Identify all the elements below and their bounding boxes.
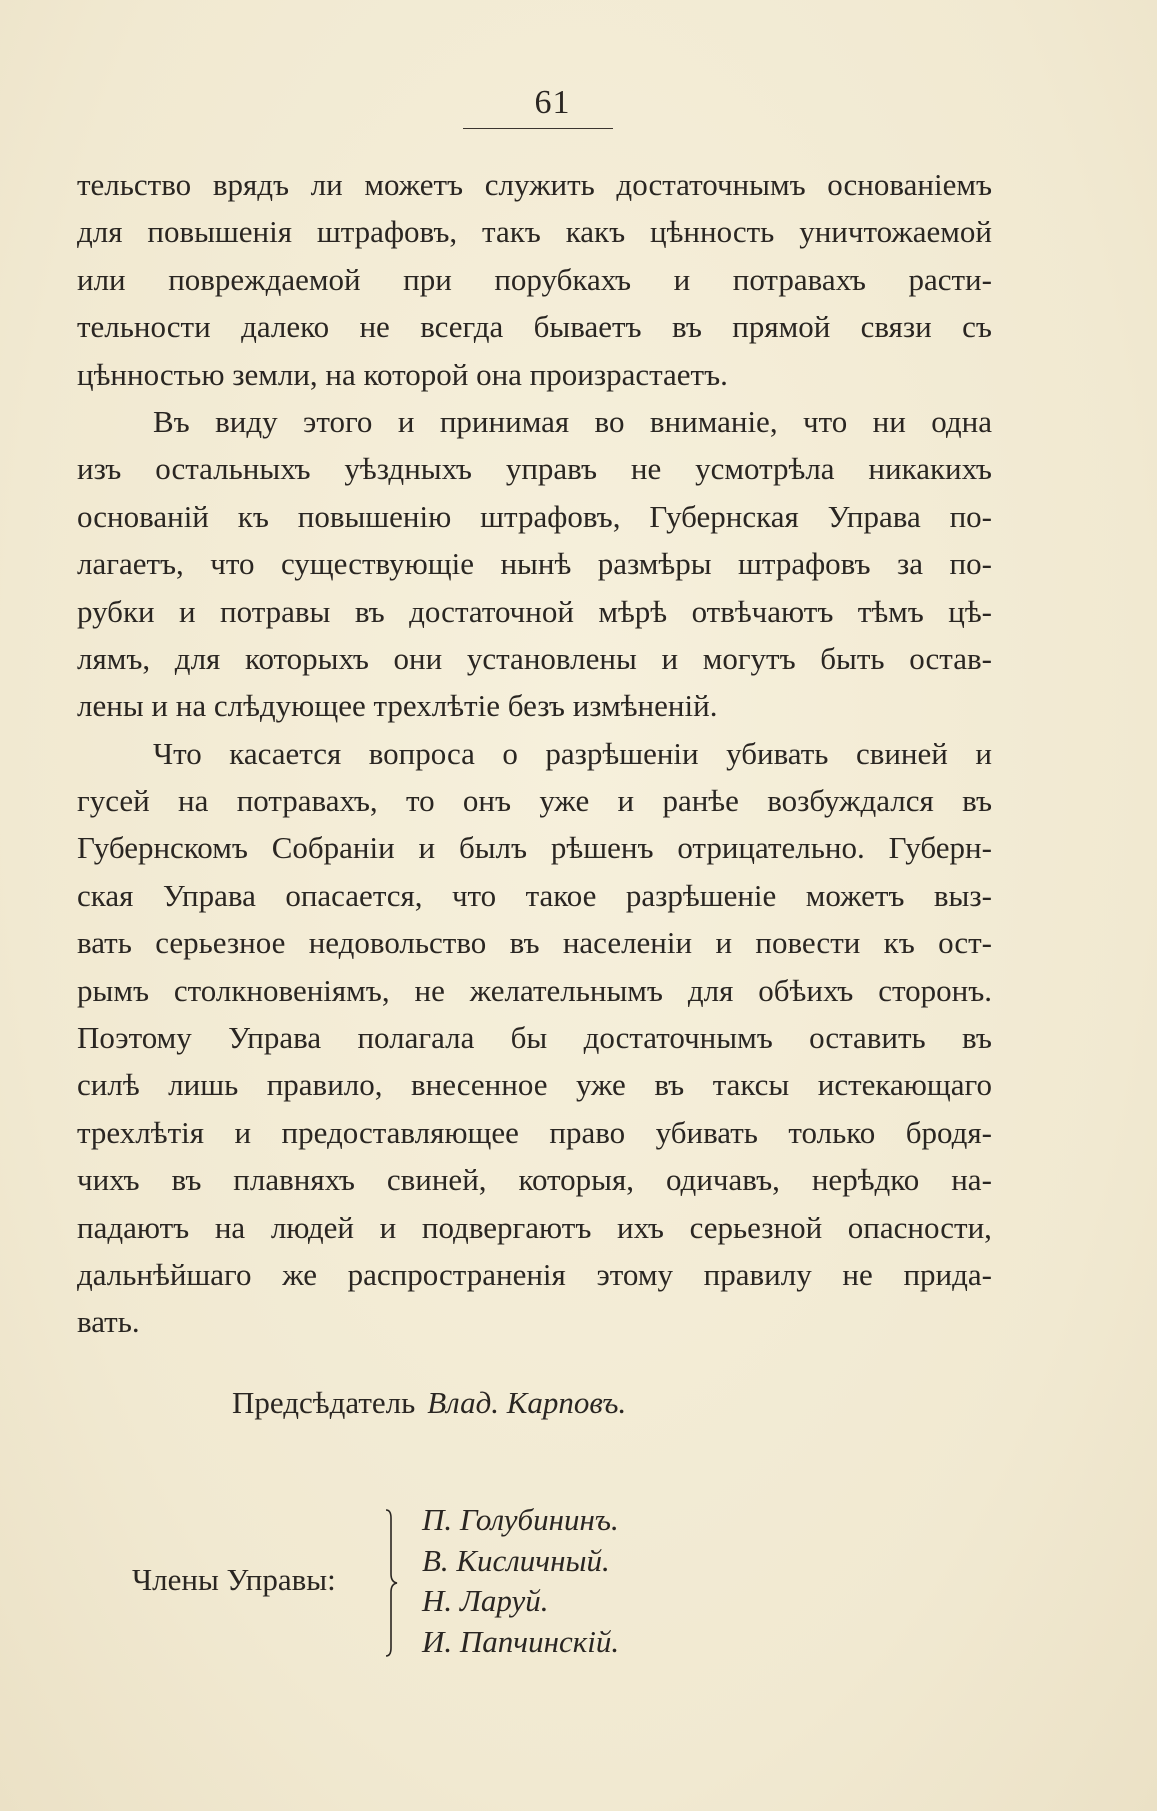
text-word: рубки [77,593,155,629]
text-word: потравахъ [732,261,866,297]
page-number-rule [463,128,613,129]
text-word: къ [237,498,269,534]
text-word: достаточнымъ [583,1020,773,1056]
text-word: рымъ [77,972,149,1008]
text-word: управъ [505,451,598,487]
text-word: остав- [909,640,992,676]
text-word: убивать [726,735,829,771]
text-word: и [673,261,691,297]
text-word: и [418,830,436,866]
text-line [77,1251,992,1298]
text-line [77,540,992,587]
text-word: для [687,972,734,1008]
text-word: правило, [266,1067,383,1103]
text-line [77,161,992,208]
text-word: мѣрѣ [598,593,668,629]
text-word: Въ [153,403,190,439]
text-word: основаніемъ [827,167,992,202]
text-word: штрафовъ, [316,214,458,250]
text-word: и [617,783,635,819]
text-word: не [414,972,445,1008]
text-word: служить [484,167,595,202]
text-word: расти- [908,261,992,297]
chairman-name: Влад. Карповъ. [427,1385,627,1420]
text-word: гусей [77,783,150,819]
text-word: ранѣе [662,783,739,819]
text-word: штрафовъ [738,546,871,582]
body-text [77,161,992,1346]
text-word: нерѣдко [811,1162,920,1198]
text-word: о [502,735,518,771]
text-word: Что [153,735,202,771]
text-word: опасается, [285,877,423,913]
text-word: этого [303,403,373,439]
text-word: во [594,403,625,439]
text-word: тѣмъ [857,593,924,629]
chairman-title: Предсѣдатель [232,1385,416,1420]
text-word: прида- [903,1256,992,1292]
text-line [77,588,992,635]
text-word: съ [962,309,992,345]
text-word: подвергаютъ [421,1209,592,1245]
text-word: сторонъ. [878,972,992,1008]
text-word: повышенію [297,498,452,534]
text-line [77,351,992,398]
text-word: не [842,1256,873,1292]
text-word: установлены [466,640,637,676]
text-word: Собраніи [271,830,395,866]
text-word: чихъ [77,1162,140,1198]
text-word: свиней [855,735,948,771]
text-word: серьезной [689,1209,823,1245]
text-line [77,777,992,824]
text-line [77,1109,992,1156]
text-word: рѣшенъ [550,830,654,866]
text-word: можетъ [805,877,905,913]
text-line [77,635,992,682]
text-word: Управа [162,877,256,913]
text-word: людей [270,1209,355,1245]
text-word: столкновеніямъ, [173,972,390,1008]
text-word: принимая [439,403,570,439]
text-word: населеніи [562,925,693,961]
text-word: тельство [77,167,192,202]
text-line [77,398,992,445]
text-line [77,730,992,777]
text-word: уже [575,1067,626,1103]
text-word: цѣ- [948,593,992,629]
text-word: ни [872,403,906,439]
text-word: которыя, [518,1162,635,1198]
text-word: по- [949,498,992,534]
text-word: потравы [220,593,331,629]
text-word: опасности, [847,1209,992,1245]
text-word: основаній [77,498,209,534]
text-word: или [77,261,126,297]
text-word: цѣнность [650,214,775,250]
text-word: обѣихъ [758,972,854,1008]
text-word: уже [539,783,590,819]
text-word: одичавъ, [665,1162,780,1198]
text-line-content: вать. [77,1304,140,1340]
text-word: ская [77,877,134,913]
text-line [77,919,992,966]
text-word: одна [931,403,992,439]
text-word: изъ [77,451,122,487]
text-word: вниманіе, [649,403,778,439]
text-word: врядъ [212,167,290,202]
text-word: убивать [655,1114,758,1150]
text-word: можетъ [364,167,464,202]
text-word: быть [820,640,885,676]
text-word: дальнѣйшаго [77,1256,252,1292]
text-word: касается [229,735,342,771]
text-word: къ [883,925,915,961]
text-word: какъ [565,214,626,250]
text-word: онъ [462,783,512,819]
text-word: виду [215,403,278,439]
text-word: тельности [77,309,211,345]
text-word: остальныхъ [155,451,311,487]
text-word: Управа [827,498,921,534]
text-line [77,824,992,871]
text-word: не [630,451,662,487]
text-word: ост- [938,925,992,961]
text-word: уничтожаемой [799,214,992,250]
text-word: былъ [458,830,528,866]
text-word: достаточной [409,593,574,629]
text-word: въ [354,593,385,629]
text-word: въ [962,1020,992,1056]
text-word: недовольство [308,925,487,961]
text-word: и [397,403,415,439]
text-word: на- [951,1162,992,1198]
text-word: могутъ [702,640,796,676]
text-word: въ [962,783,992,819]
text-word: серьезное [155,925,286,961]
text-line [77,303,992,350]
text-word: лямъ, [77,640,151,676]
members-label: Члены Управы: [132,1562,336,1597]
text-word: не [359,309,390,345]
text-word: возбуждался [767,783,934,819]
text-line [77,493,992,540]
text-word: размѣры [597,546,712,582]
text-line [77,1014,992,1061]
text-word: и [715,925,733,961]
text-word: при [403,261,452,297]
text-word: оставить [809,1020,926,1056]
text-word: такъ [482,214,541,250]
text-word: таксы [712,1067,790,1103]
text-word: повести [755,925,861,961]
text-word: они [393,640,443,676]
text-word: за [897,546,924,582]
text-word: лагаетъ, [77,546,184,582]
members-brace [385,1508,399,1658]
text-word: и [975,735,992,771]
text-word: такое [525,877,597,913]
text-word: что [802,403,848,439]
text-word: для [77,214,123,250]
text-word: и [661,640,679,676]
text-word: связи [860,309,932,345]
text-word: этому [596,1256,673,1292]
text-line [77,967,992,1014]
text-word: повышенія [147,214,293,250]
text-word: и [179,593,196,629]
text-word: же [282,1256,317,1292]
text-word: вопроса [368,735,475,771]
text-word: которыхъ [244,640,369,676]
text-word: достаточнымъ [616,167,806,202]
text-word: отвѣчаютъ [691,593,834,629]
text-word: далеко [241,309,330,345]
text-word: никакихъ [868,451,992,487]
text-line-content: цѣнностью земли, на которой она произрастаетъ. [77,356,728,392]
text-word: что [451,877,497,913]
text-word: плавняхъ [233,1162,355,1198]
text-word: разрѣшеніе [625,877,777,913]
text-word: Губернская [649,498,799,534]
text-word: лишь [168,1067,239,1103]
text-word: только [788,1114,876,1150]
text-word: выз- [933,877,992,913]
text-word: Губернскомъ [77,830,248,866]
member-name: В. Кисличный. [422,1542,610,1578]
text-word: полагала [357,1020,475,1056]
text-word: порубкахъ [494,261,632,297]
text-line [77,256,992,303]
text-line [77,1298,992,1345]
member-name: П. Голубининъ. [422,1502,619,1537]
text-line [77,1061,992,1108]
text-word: Поэтому [77,1020,192,1056]
text-word: существующіе [280,546,474,582]
text-word: силѣ [77,1067,140,1103]
text-word: свиней, [386,1162,487,1198]
text-word: ли [310,167,343,202]
text-word: ихъ [616,1209,664,1245]
page-number: 61 [534,84,571,121]
text-word: уѣздныхъ [344,451,472,487]
text-word: бродя- [905,1114,992,1150]
text-word: повреждаемой [168,261,361,297]
text-word: что [210,546,255,582]
text-word: Управа [228,1020,322,1056]
text-line [77,1156,992,1203]
text-word: въ [654,1067,685,1103]
text-word: Губерн- [888,830,992,866]
text-word: разрѣшеніи [545,735,699,771]
members-list [422,1500,619,1662]
text-word: штрафовъ, [480,498,621,534]
text-word: бываетъ [533,309,642,345]
text-line-content: лены и на слѣдующее трехлѣтіе безъ измѣненій. [77,688,718,724]
text-word: истекающаго [817,1067,992,1103]
text-word: то [405,783,435,819]
member-name: Н. Ларуй. [422,1583,549,1618]
text-word: желательнымъ [469,972,663,1008]
text-line [77,445,992,492]
text-word: вать [77,925,132,961]
text-word: въ [671,309,702,345]
text-word: предоставляющее [281,1114,519,1150]
text-word: на [178,783,209,819]
member-name: И. Папчинскій. [422,1623,620,1659]
text-word: по- [949,546,992,582]
text-word: на [214,1209,246,1245]
text-word: для [174,640,221,676]
chairman-signature [232,1385,626,1421]
text-word: отрицательно. [677,830,865,866]
text-word: въ [509,925,540,961]
text-line [77,872,992,919]
text-line [77,1204,992,1251]
text-word: всегда [420,309,504,345]
text-word: внесенное [410,1067,548,1103]
text-word: право [549,1114,626,1150]
text-word: трехлѣтія [77,1114,204,1150]
text-word: и [234,1114,252,1150]
text-word: бы [510,1020,548,1056]
text-word: прямой [732,309,831,345]
text-word: потравахъ, [236,783,378,819]
text-line [77,208,992,255]
text-word: и [379,1209,397,1245]
text-word: усмотрѣла [695,451,835,487]
text-word: правилу [703,1256,812,1292]
text-line [77,682,992,729]
text-word: нынѣ [500,546,572,582]
text-word: въ [171,1162,202,1198]
text-word: падаютъ [77,1209,190,1245]
text-word: распространенія [347,1256,566,1292]
